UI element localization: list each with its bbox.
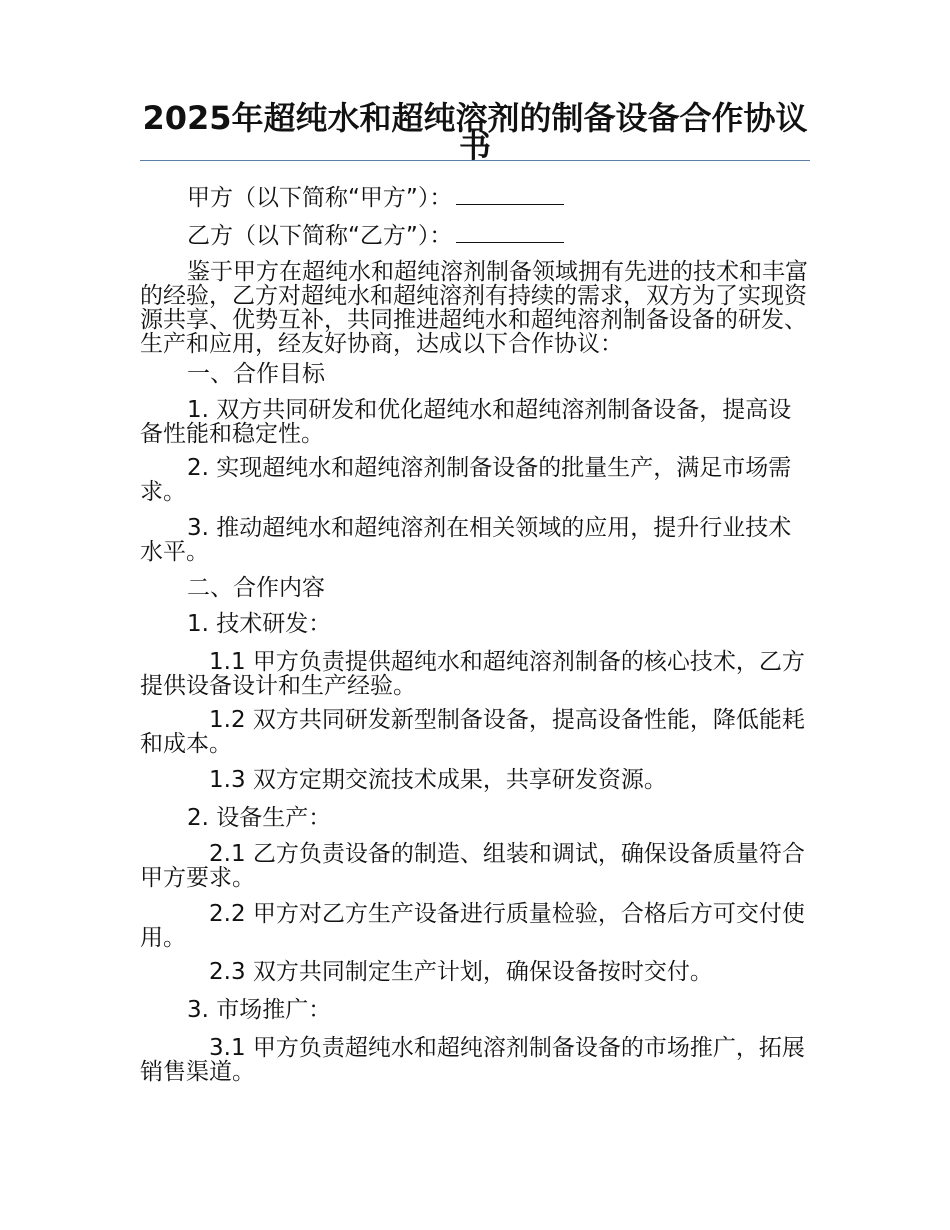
party-b-label: 乙方（以下简称“乙方”）：	[187, 223, 453, 249]
title-divider	[140, 160, 810, 161]
subsection-heading-rd: 1. 技术研发：	[187, 611, 332, 637]
rd-item-1-1: 1.1 甲方负责提供超纯水和超纯溶剂制备的核心技术，乙方提供设备设计和生产经验。	[140, 649, 805, 699]
goal-item-1: 1. 双方共同研发和优化超纯水和超纯溶剂制备设备，提高设备性能和稳定性。	[140, 397, 792, 447]
marketing-item-3-1: 3.1 甲方负责超纯水和超纯溶剂制备设备的市场推广，拓展销售渠道。	[140, 1035, 805, 1085]
preamble-paragraph: 鉴于甲方在超纯水和超纯溶剂制备领域拥有先进的技术和丰富的经验，乙方对超纯水和超纯溶剂有持续的需求，双方为了实现资源共享、优势互补，共同推进超纯水和超纯溶剂制备设备的研发、生产和应用，经友好协商，达成以下合作协议：	[140, 259, 808, 357]
subsection-heading-marketing: 3. 市场推广：	[187, 997, 332, 1023]
section-heading-goals: 一、合作目标	[187, 361, 325, 387]
party-b-line	[140, 222, 812, 248]
production-item-2-2: 2.2 甲方对乙方生产设备进行质量检验，合格后方可交付使用。	[140, 901, 805, 951]
party-a-blank[interactable]	[456, 184, 564, 205]
production-item-2-1: 2.1 乙方负责设备的制造、组装和调试，确保设备质量符合甲方要求。	[140, 841, 805, 891]
party-b-blank[interactable]	[456, 222, 564, 243]
goal-item-2: 2. 实现超纯水和超纯溶剂制备设备的批量生产，满足市场需求。	[140, 455, 792, 505]
rd-item-1-2: 1.2 双方共同研发新型制备设备，提高设备性能，降低能耗和成本。	[140, 707, 805, 757]
rd-item-1-3: 1.3 双方定期交流技术成果，共享研发资源。	[209, 767, 667, 793]
goal-item-3: 3. 推动超纯水和超纯溶剂在相关领域的应用，提升行业技术水平。	[140, 515, 792, 565]
section-heading-content: 二、合作内容	[187, 575, 325, 601]
party-a-label: 甲方（以下简称“甲方”）：	[187, 185, 453, 211]
subsection-heading-production: 2. 设备生产：	[187, 805, 332, 831]
party-a-line	[140, 184, 812, 210]
production-item-2-3: 2.3 双方共同制定生产计划，确保设备按时交付。	[209, 959, 713, 985]
document-title: 2025年超纯水和超纯溶剂的制备设备合作协议书	[142, 99, 808, 165]
